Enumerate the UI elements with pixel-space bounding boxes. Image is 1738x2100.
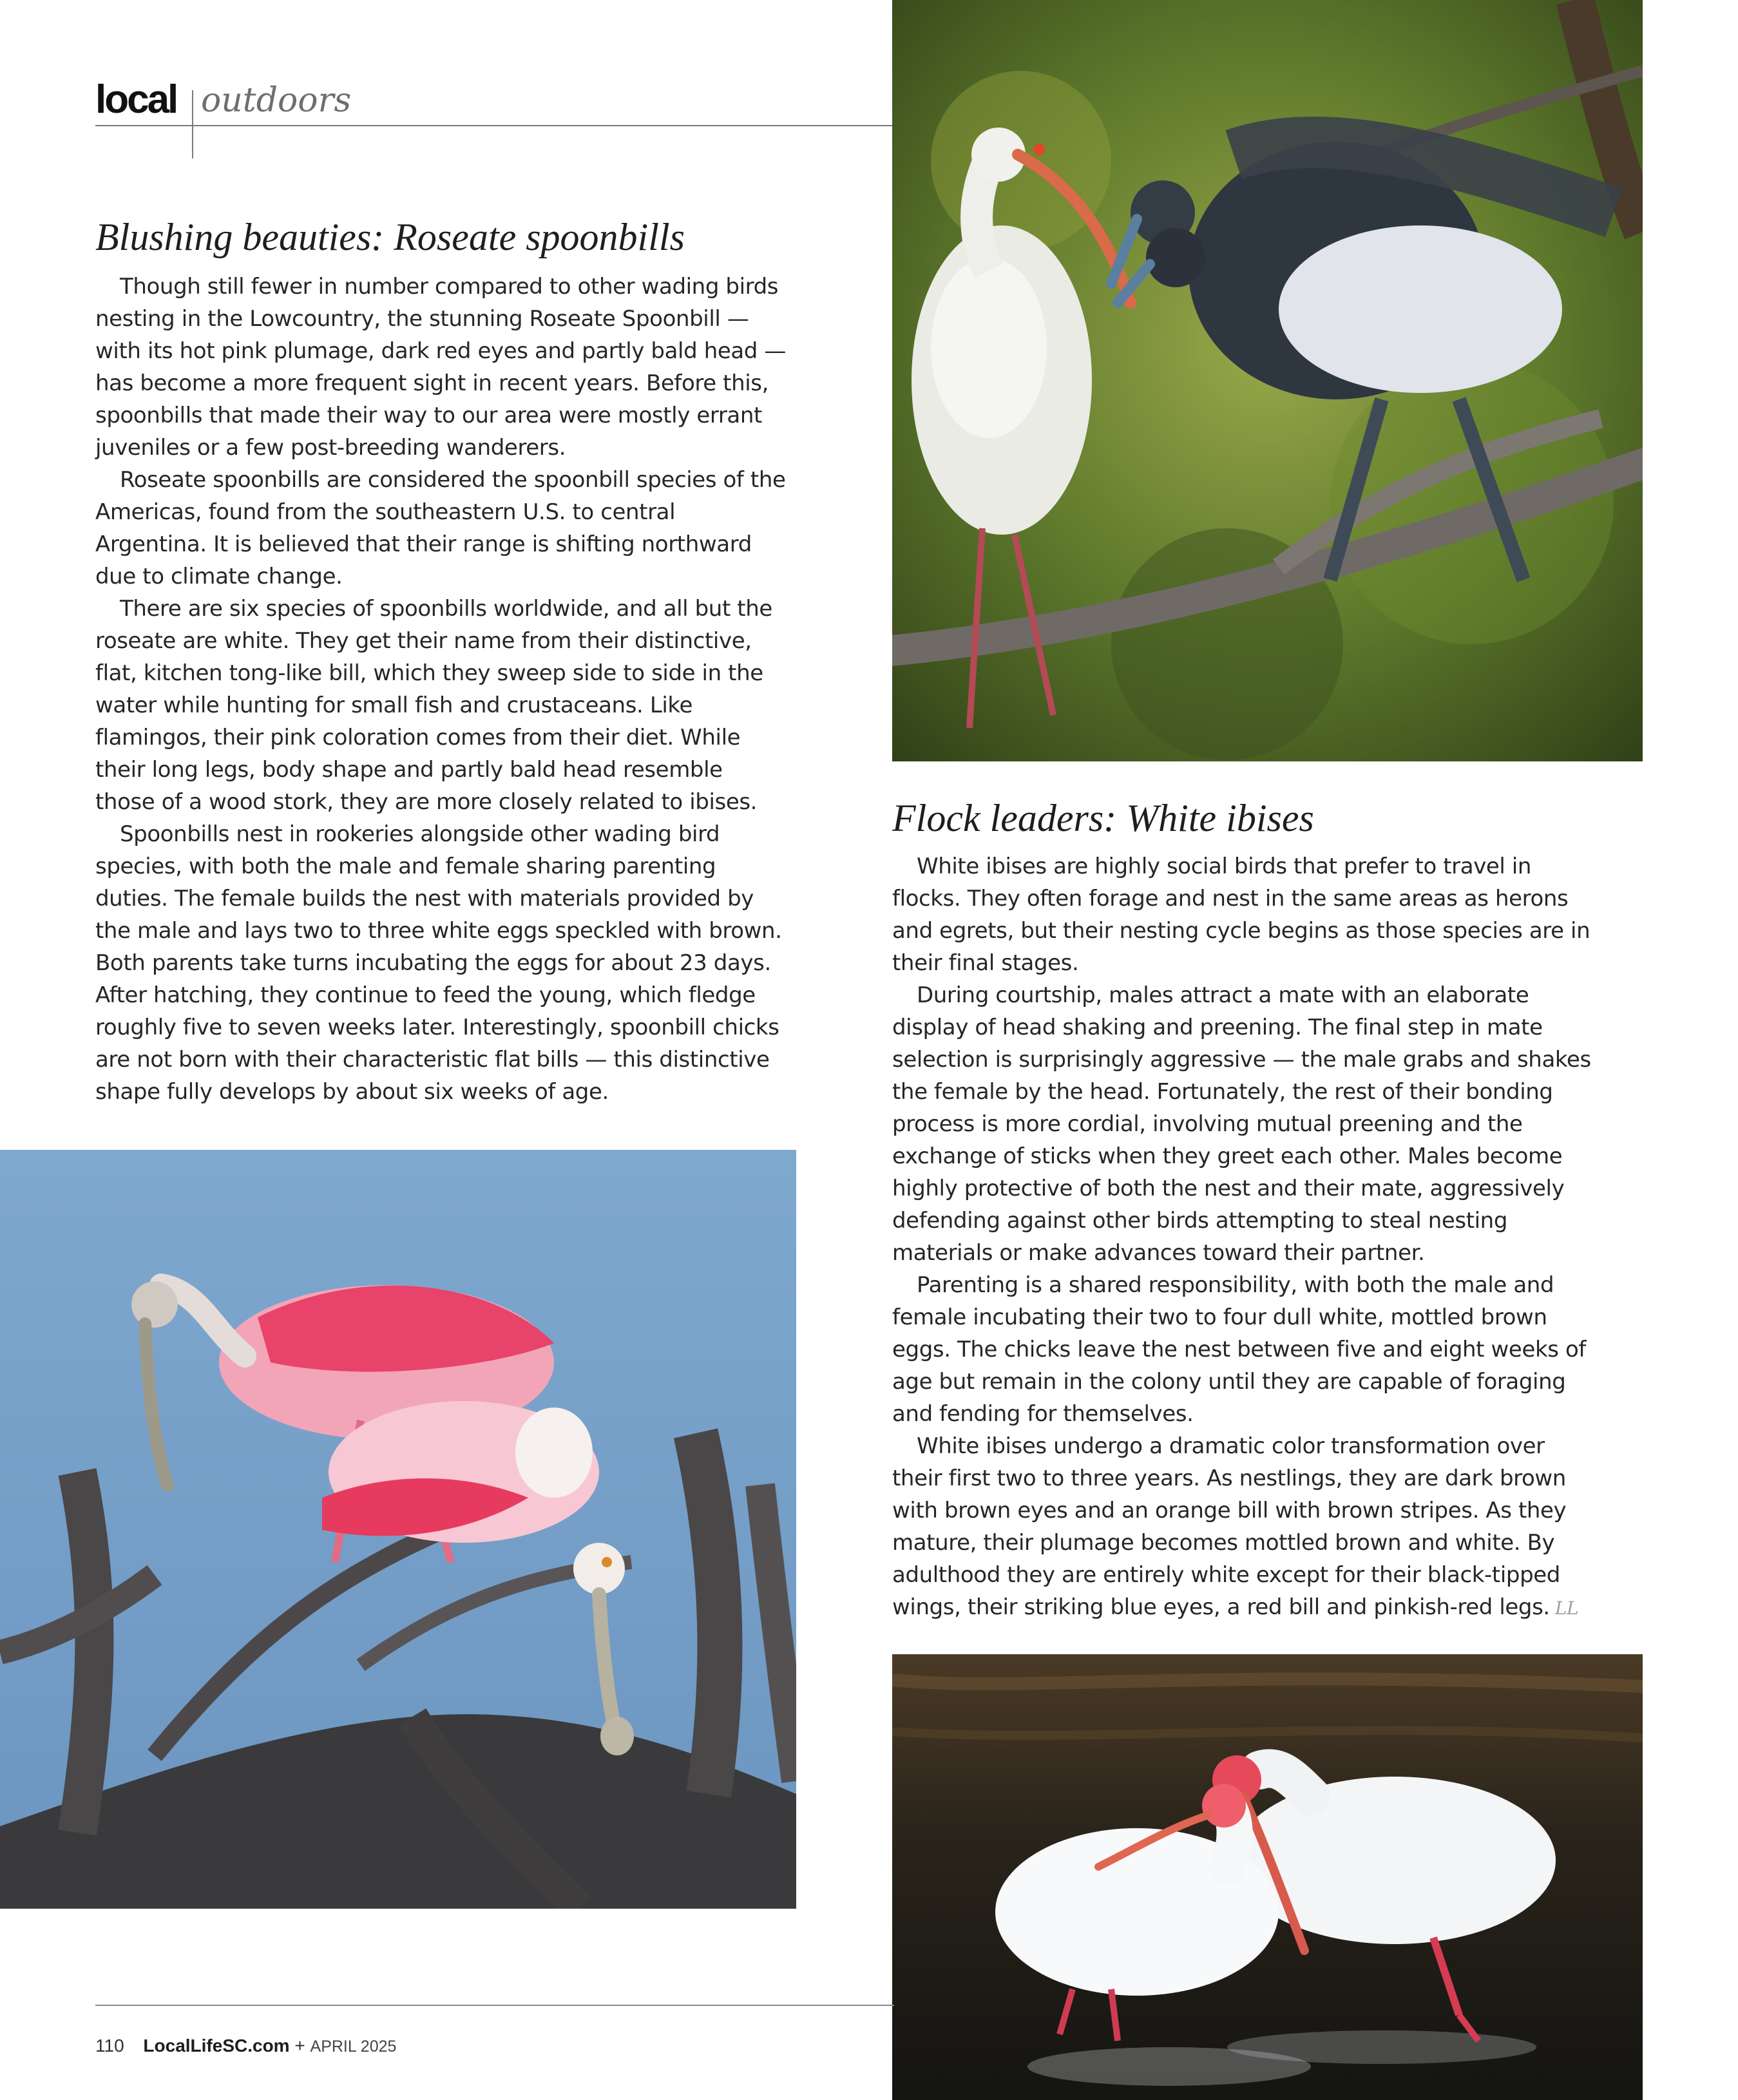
photo-ibis-with-chicks (892, 0, 1643, 761)
photo-white-ibises (892, 1654, 1643, 2100)
header-rule (95, 125, 894, 126)
footer-separator: + (294, 2036, 305, 2056)
brand-logo: local (95, 77, 177, 122)
issue-date: APRIL 2025 (310, 2038, 397, 2056)
article-heading-spoonbills: Blushing beauties: Roseate spoonbills (95, 216, 685, 258)
article-body-ibises (892, 850, 1594, 1625)
photo-roseate-spoonbills (0, 1150, 796, 1909)
header-divider-vertical (192, 90, 193, 158)
footer-site-link[interactable]: LocalLifeSC.com (143, 2036, 290, 2056)
author-signoff: LL (1554, 1598, 1579, 1619)
paragraph: There are six species of spoonbills worldwide, and all but the roseate are white. They get their name from their distinctive, flat, kitchen tong-like bill, which they sweep side to side in the water while hunting for small fish and crustaceans. Like flamingos, their pink coloration comes from their diet. While their long legs, body shape and partly bald head resemble those of a wood stork, they are more closely related to ibises. (95, 596, 772, 815)
footer-rule (95, 2005, 894, 2006)
paragraph: White ibises are highly social birds that prefer to travel in flocks. They often forage and nest in the same areas as herons and egrets, but their nesting cycle begins as those species are in their final stages. (892, 854, 1590, 976)
paragraph: During courtship, males attract a mate with an elaborate display of head shaking and preening. The final step in mate selection is surprisingly aggressive — the male grabs and shakes the female by the head. Fortunately, the rest of their bonding process is more cordial, involving mutual preening and the exchange of sticks when they greet each other. Males become highly protective of both the nest and their mate, aggressively defending against other birds attempting to steal nesting materials or make advances toward their partner. (892, 982, 1591, 1266)
article-heading-ibises: Flock leaders: White ibises (892, 797, 1314, 839)
paragraph: Roseate spoonbills are considered the spoonbill species of the Americas, found from the southeastern U.S. to central Argentina. It is believed that their range is shifting northward due to climate change. (95, 467, 786, 589)
paragraph (892, 1430, 1594, 1625)
page-footer (95, 2037, 396, 2055)
article-body-spoonbills (95, 271, 788, 1108)
paragraph-text: White ibises undergo a dramatic color transformation over their first two to three years. As nestlings, they are dark brown with brown eyes and an orange bill with brown stripes. As they mature, their plumage becomes mottled brown and white. By adulthood they are entirely white except for their black-tipped wings, their striking blue eyes, a red bill and pinkish-red legs. (892, 1433, 1567, 1620)
section-label: outdoors (201, 81, 352, 120)
paragraph: Parenting is a shared responsibility, with both the male and female incubating their two to four dull white, mottled brown eggs. The chicks leave the nest between five and eight weeks of age but remain in the colony until they are capable of foraging and fending for themselves. (892, 1272, 1586, 1427)
paragraph: Though still fewer in number compared to other wading birds nesting in the Lowcountry, the stunning Roseate Spoonbill — with its hot pink plumage, dark red eyes and partly bald head — has become a more frequent sight in recent years. Before this, spoonbills that made their way to our area were mostly errant juveniles or a few post-breeding wanderers. (95, 274, 786, 461)
page-number: 110 (95, 2036, 124, 2056)
paragraph: Spoonbills nest in rookeries alongside other wading bird species, with both the male and female sharing parenting duties. The female builds the nest with materials provided by the male and lays two to three white eggs speckled with brown. Both parents take turns incubating the eggs for about 23 days. After hatching, they continue to feed the young, which fledge roughly five to seven weeks later. Interestingly, spoonbill chicks are not born with their characteristic flat bills — this distinctive shape fully develops by about six weeks of age. (95, 821, 782, 1105)
